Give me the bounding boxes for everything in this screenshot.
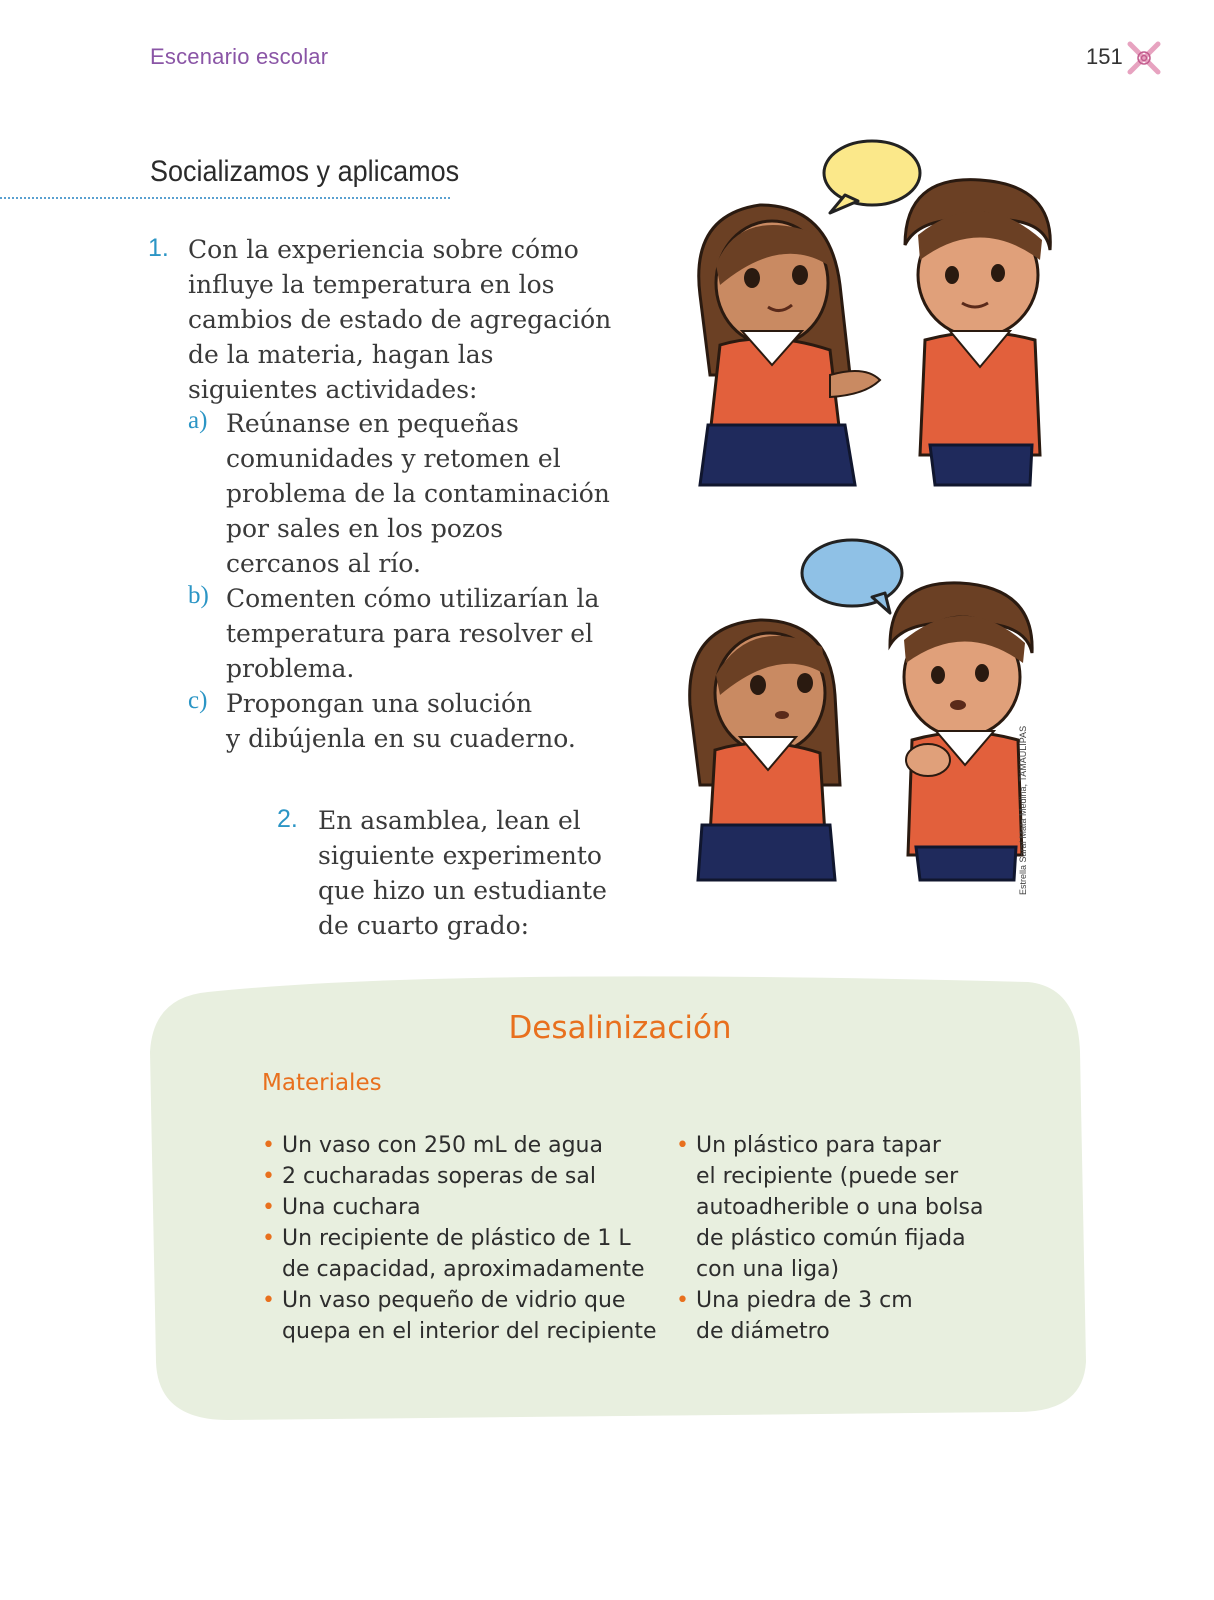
- illustration-students-talking-1: [680, 135, 1080, 495]
- text-line: cambios de estado de agregación: [188, 305, 612, 334]
- text-line: En asamblea, lean el: [318, 806, 581, 835]
- list-item: • Un vaso pequeño de vidrio que quepa en el interior del recipiente: [262, 1285, 682, 1347]
- list-item: • Un recipiente de plástico de 1 L de capacidad, aproximadamente: [262, 1223, 682, 1285]
- text-line: Reúnanse en pequeñas: [226, 409, 519, 438]
- text-line: que hizo un estudiante: [318, 876, 607, 905]
- list-item: • Una cuchara: [262, 1192, 682, 1223]
- materials-list-left: [262, 1130, 682, 1347]
- boy-figure: [890, 583, 1032, 880]
- section-title: Socializamos y aplicamos: [150, 155, 460, 188]
- girl-figure: [699, 205, 880, 485]
- page-number: 151: [1086, 44, 1123, 69]
- subitem-a-text: [226, 406, 626, 581]
- subitem-a-letter: a): [188, 407, 208, 434]
- text-line: por sales en los pozos: [226, 514, 504, 543]
- subitem-c-text: [226, 686, 626, 756]
- subitem-c-letter: c): [188, 687, 208, 714]
- title-divider: [0, 197, 450, 199]
- experiment-title: Desalinización: [508, 1010, 732, 1046]
- materials-label: Materiales: [262, 1070, 382, 1096]
- materials-list-right: [676, 1130, 1016, 1347]
- text-line: y dibújenla en su cuaderno.: [226, 724, 576, 753]
- text-line: comunidades y retomen el: [226, 444, 561, 473]
- speech-bubble-blue-icon: [802, 540, 902, 613]
- text-line: Propongan una solución: [226, 689, 533, 718]
- text-line: problema de la contaminación: [226, 479, 610, 508]
- boy-figure: [905, 180, 1050, 485]
- illustration-credit: Estrella Saraí Mata Medina, TAMAULIPAS: [1018, 725, 1028, 895]
- list-item: • Una piedra de 3 cm de diámetro: [676, 1285, 1016, 1347]
- text-line: de cuarto grado:: [318, 911, 530, 940]
- text-line: siguiente experimento: [318, 841, 602, 870]
- header-label: Escenario escolar: [150, 44, 329, 69]
- decorative-logo-icon: [1124, 38, 1164, 78]
- text-line: influye la temperatura en los: [188, 270, 555, 299]
- text-line: temperatura para resolver el: [226, 619, 594, 648]
- girl-figure: [690, 620, 840, 880]
- activity-2-number: 2.: [277, 805, 298, 833]
- list-item: • 2 cucharadas soperas de sal: [262, 1161, 682, 1192]
- subitem-b-letter: b): [188, 582, 209, 609]
- activity-2-text: [318, 803, 628, 943]
- text-line: cercanos al río.: [226, 549, 421, 578]
- text-line: problema.: [226, 654, 355, 683]
- speech-bubble-yellow-icon: [824, 141, 920, 213]
- activity-1-number: 1.: [148, 234, 169, 262]
- subitem-b-text: [226, 581, 626, 686]
- text-line: Comenten cómo utilizarían la: [226, 584, 600, 613]
- text-line: de la materia, hagan las: [188, 340, 494, 369]
- text-line: siguientes actividades:: [188, 375, 478, 404]
- list-item: • Un vaso con 250 mL de agua: [262, 1130, 682, 1161]
- list-item: • Un plástico para tapar el recipiente (puede ser autoadherible o una bolsa de plástico común fijada con una liga): [676, 1130, 1016, 1285]
- text-line: Con la experiencia sobre cómo: [188, 235, 579, 264]
- activity-1-text: [188, 232, 618, 407]
